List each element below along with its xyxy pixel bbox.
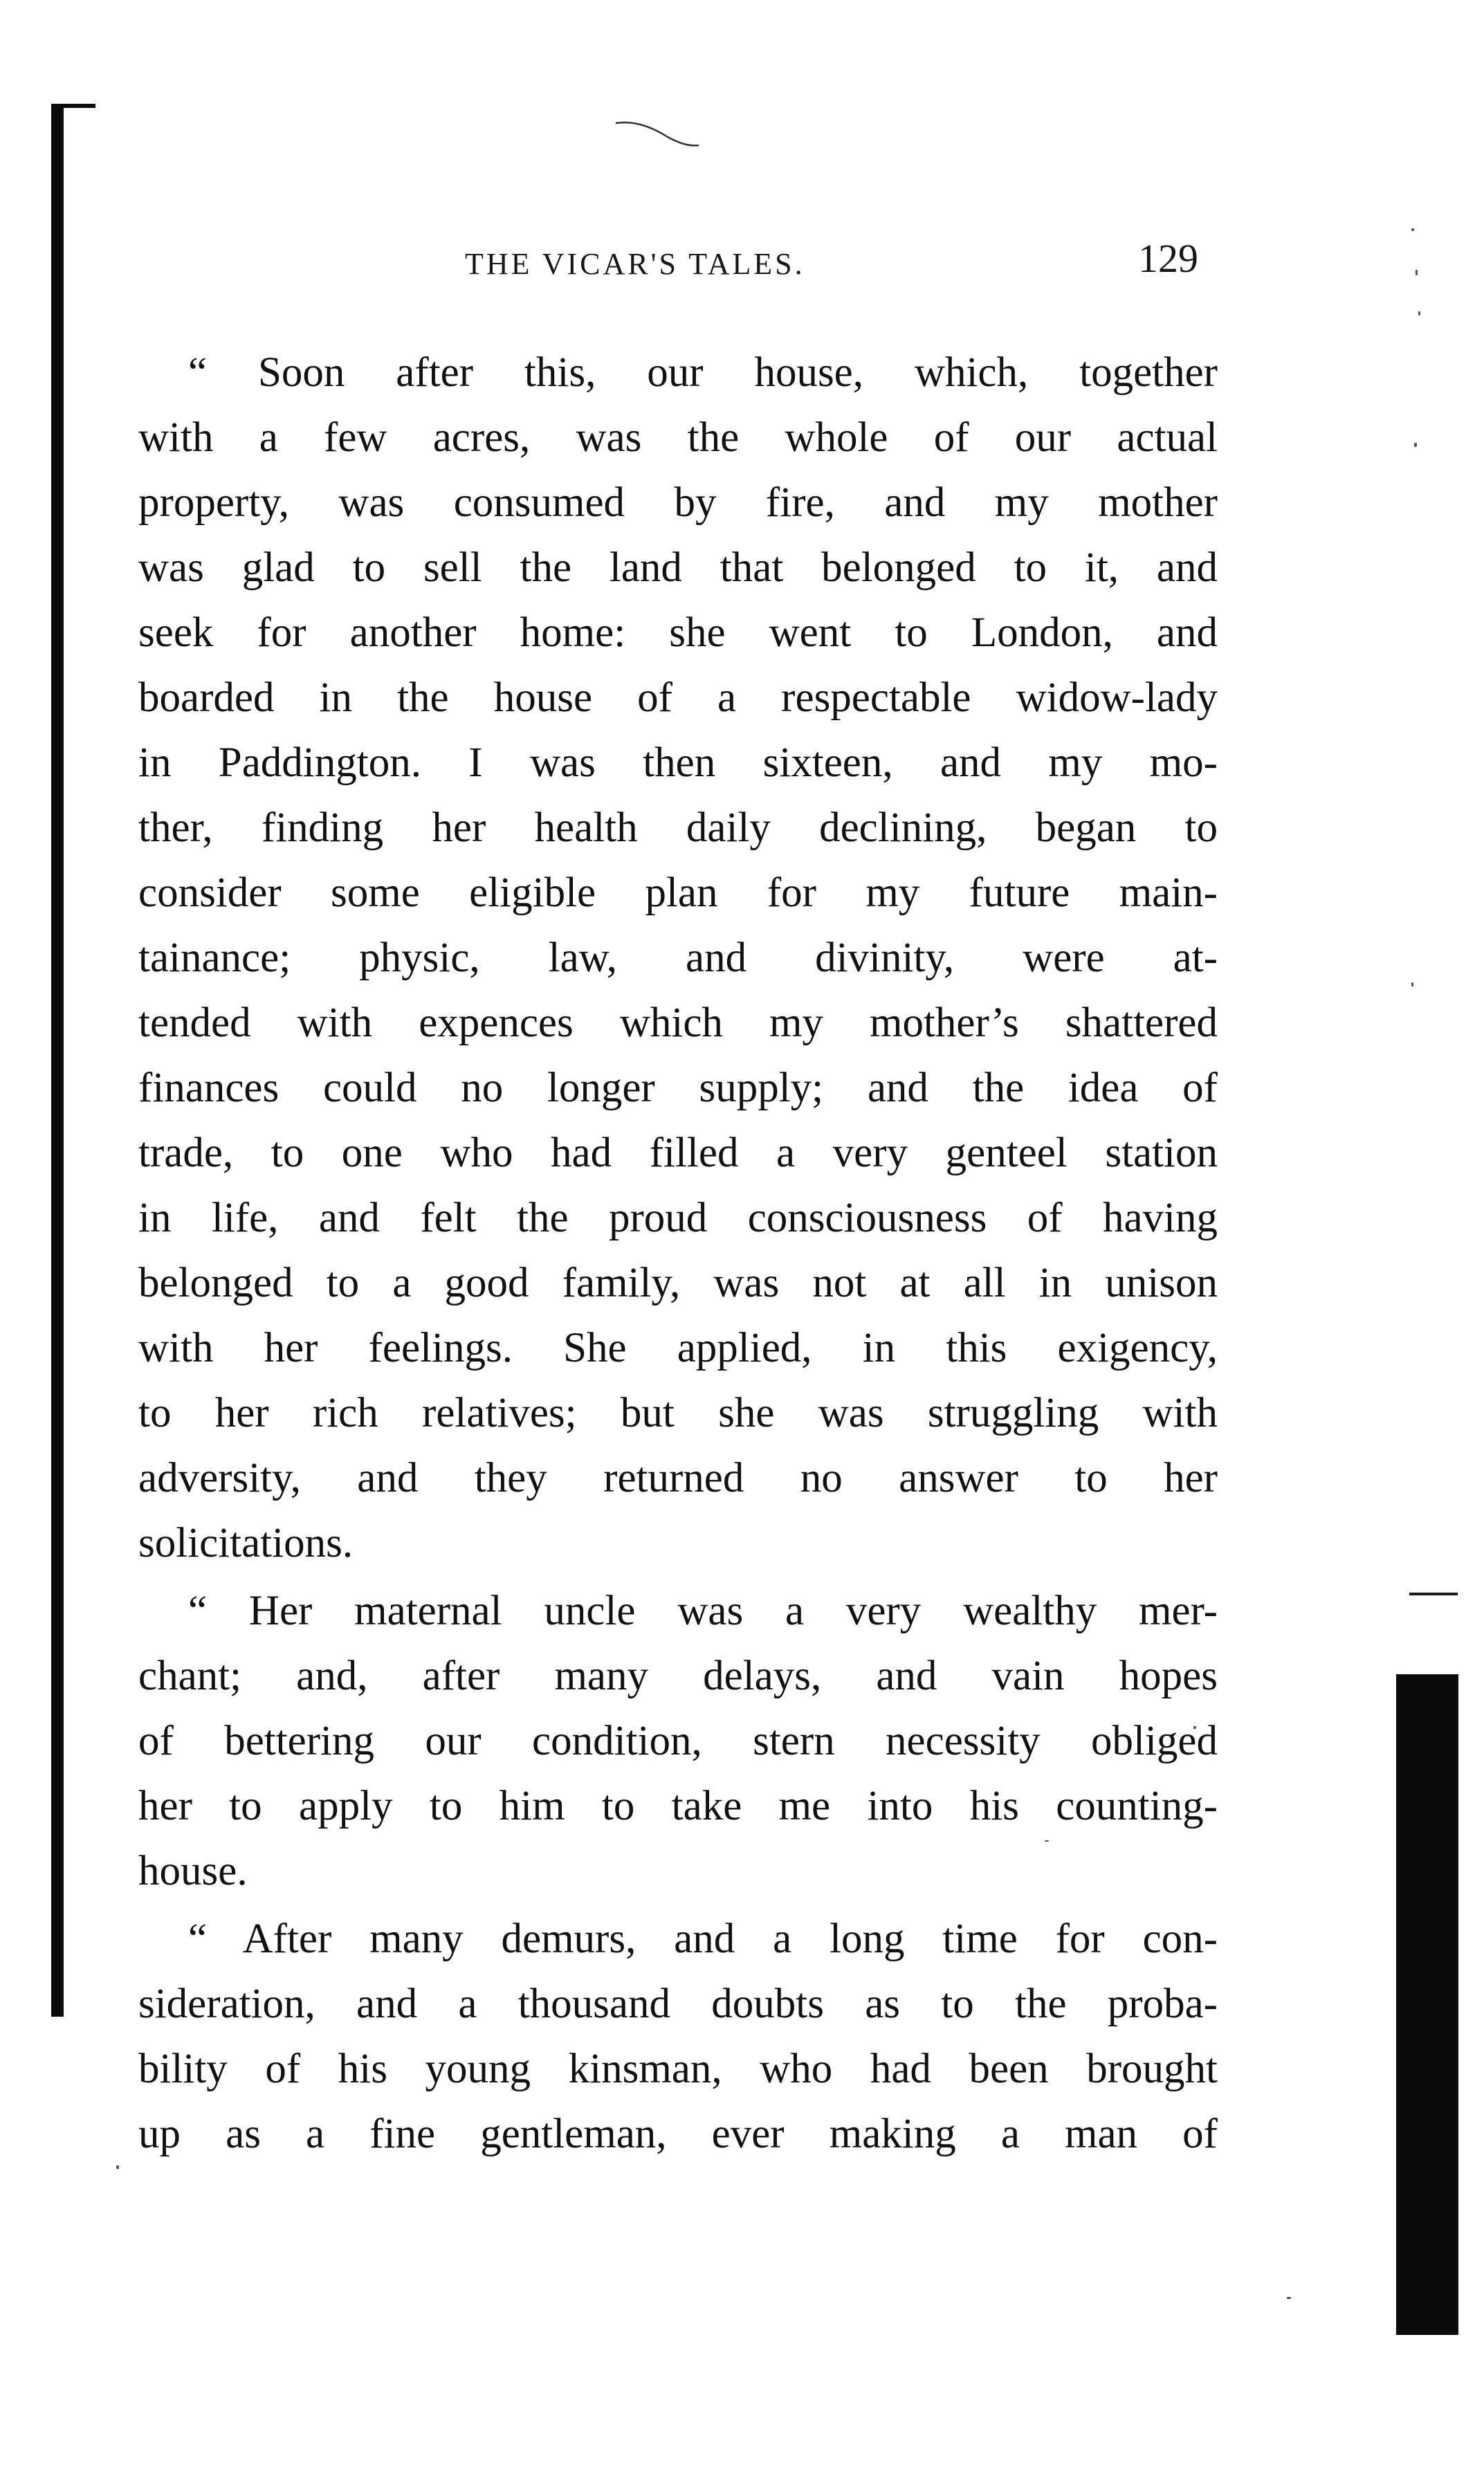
text-line: “ Soon after this, our house, which, together [188, 349, 1218, 396]
text-line: her to apply to him to take me into his counting- [138, 1783, 1218, 1829]
text-line: ther, finding her health daily declining, began to [138, 805, 1218, 851]
text-line: chant; and, after many delays, and vain hopes [138, 1653, 1218, 1699]
paragraph [138, 340, 1218, 1576]
running-head: THE VICAR'S TALES. [465, 247, 805, 281]
text-line: “ After many demurs, and a long time for con- [188, 1916, 1218, 1962]
text-line: property, was consumed by fire, and my mother [138, 479, 1218, 526]
speck [1418, 311, 1420, 315]
speck [1414, 443, 1417, 447]
text-line: finances could no longer supply; and the idea of [138, 1065, 1218, 1111]
text-line: consider some eligible plan for my future main- [138, 870, 1218, 916]
text-line: belonged to a good family, was not at all in unison [138, 1260, 1218, 1306]
pencil-mark [612, 111, 702, 159]
text-line: tainance; physic, law, and divinity, were at- [138, 935, 1218, 981]
text-line: tended with expences which my mother’s shattered [138, 1000, 1218, 1046]
text-line: with a few acres, was the whole of our actual [138, 414, 1218, 461]
speck [1287, 2297, 1291, 2299]
left-margin-bar-tick [51, 104, 95, 108]
text-line: “ Her maternal uncle was a very wealthy mer- [188, 1588, 1218, 1634]
text-line: was glad to sell the land that belonged to it, and [138, 544, 1218, 591]
speck [116, 2165, 119, 2169]
text-line: up as a fine gentleman, ever making a man of [138, 2111, 1218, 2157]
text-line: house. [138, 1848, 248, 1894]
text-line: boarded in the house of a respectable widow-lady [138, 675, 1218, 721]
text-line: seek for another home: she went to London, and [138, 610, 1218, 656]
text-line: in life, and felt the proud consciousness of having [138, 1195, 1218, 1241]
paragraph [138, 1907, 1218, 2167]
left-margin-bar [51, 104, 64, 2017]
text-line: sideration, and a thousand doubts as to the proba- [138, 1981, 1218, 2027]
text-line: solicitations. [138, 1520, 354, 1566]
right-margin-dash [1409, 1593, 1458, 1595]
speck [1411, 982, 1413, 987]
page-number: 129 [1138, 236, 1198, 281]
speck [1411, 228, 1414, 231]
speck [1416, 270, 1418, 275]
text-line: adversity, and they returned no answer to her [138, 1455, 1218, 1501]
page-body [138, 340, 1218, 2170]
text-line: of bettering our condition, stern necessity obliged [138, 1718, 1218, 1764]
paragraph [138, 1579, 1218, 1904]
right-margin-bar [1396, 1674, 1458, 2335]
text-line: trade, to one who had filled a very genteel station [138, 1130, 1218, 1176]
text-line: bility of his young kinsman, who had been brought [138, 2046, 1218, 2092]
text-line: in Paddington. I was then sixteen, and my mo- [138, 740, 1218, 786]
text-line: to her rich relatives; but she was struggling with [138, 1390, 1218, 1436]
text-line: with her feelings. She applied, in this exigency, [138, 1325, 1218, 1371]
